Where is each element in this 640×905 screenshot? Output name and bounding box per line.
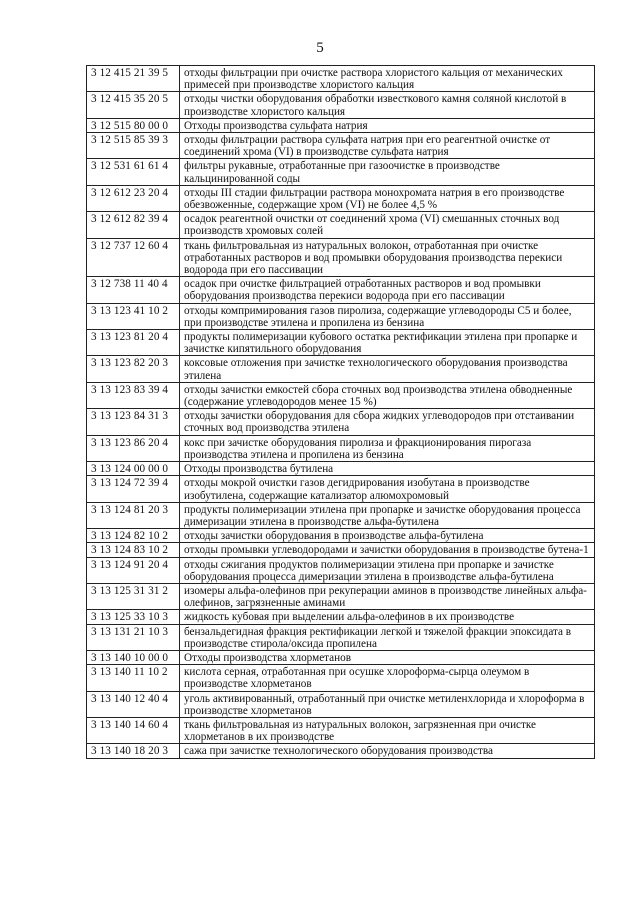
group-header-row: [87, 650, 595, 664]
table-row: [87, 610, 595, 624]
waste-code-cell: 3 12 612 23 20 4: [87, 185, 180, 211]
table-row: [87, 277, 595, 303]
waste-code-cell: 3 12 612 82 39 4: [87, 212, 180, 238]
table-row: [87, 744, 595, 758]
waste-code-cell: 3 13 123 82 20 3: [87, 356, 180, 382]
table-row: [87, 238, 595, 277]
waste-code-cell: 3 13 140 10 00 0: [87, 650, 180, 664]
waste-code-cell: 3 13 123 41 10 2: [87, 303, 180, 329]
table-row: [87, 435, 595, 461]
table-row: [87, 502, 595, 528]
table-row: [87, 543, 595, 557]
waste-code-cell: 3 13 125 33 10 3: [87, 610, 180, 624]
waste-code-cell: 3 13 124 82 10 2: [87, 529, 180, 543]
waste-description-cell: отходы промывки углеводородами и зачистки оборудования в производстве бутена-1: [180, 543, 595, 557]
table-row: [87, 476, 595, 502]
waste-code-cell: 3 13 123 81 20 4: [87, 330, 180, 356]
waste-code-cell: 3 13 124 00 00 0: [87, 462, 180, 476]
table-body: [87, 66, 595, 759]
table-row: [87, 665, 595, 691]
group-title-cell: Отходы производства сульфата натрия: [180, 118, 595, 132]
waste-description-cell: продукты полимеризации этилена при пропарке и зачистке оборудования процесса димеризации этилена в производстве альфа-бутилена: [180, 502, 595, 528]
waste-code-cell: 3 13 124 81 20 3: [87, 502, 180, 528]
waste-codes-table: [86, 65, 595, 759]
table-row: [87, 66, 595, 92]
waste-description-cell: уголь активированный, отработанный при очистке метиленхлорида и хлороформа в производстве хлорметанов: [180, 691, 595, 717]
waste-description-cell: ткань фильтровальная из натуральных волокон, отработанная при очистке отработанных растворов и вод промывки оборудования производства перекиси водорода при его пассивации: [180, 238, 595, 277]
waste-description-cell: отходы зачистки емкостей сбора сточных вод производства этилена обводненные (содержание углеводородов менее 15 %): [180, 382, 595, 408]
page-number: 5: [316, 40, 324, 56]
table-row: [87, 717, 595, 743]
waste-description-cell: отходы зачистки оборудования для сбора жидких углеводородов при отстаивании сточных вод производства этилена: [180, 409, 595, 435]
waste-code-cell: 3 13 140 11 10 2: [87, 665, 180, 691]
waste-description-cell: жидкость кубовая при выделении альфа-олефинов в их производстве: [180, 610, 595, 624]
waste-description-cell: продукты полимеризации кубового остатка ректификации этилена при пропарке и зачистке кипятильного оборудования: [180, 330, 595, 356]
waste-code-cell: 3 13 124 72 39 4: [87, 476, 180, 502]
waste-code-cell: 3 13 124 91 20 4: [87, 557, 180, 583]
waste-code-cell: 3 13 125 31 31 2: [87, 583, 180, 609]
group-header-row: [87, 462, 595, 476]
table-row: [87, 382, 595, 408]
table-row: [87, 185, 595, 211]
waste-description-cell: отходы фильтрации при очистке раствора хлористого кальция от механических примесей при производстве хлористого кальция: [180, 66, 595, 92]
waste-description-cell: сажа при зачистке технологического оборудования производства: [180, 744, 595, 758]
group-title-cell: Отходы производства бутилена: [180, 462, 595, 476]
waste-description-cell: отходы сжигания продуктов полимеризации этилена при пропарке и зачистке оборудования процесса димеризации этилена в производстве альфа-бутилена: [180, 557, 595, 583]
table-row: [87, 303, 595, 329]
waste-description-cell: отходы III стадии фильтрации раствора монохромата натрия в его производстве обезвоженные, содержащие хром (VI) не более 4,5 %: [180, 185, 595, 211]
waste-code-cell: 3 12 531 61 61 4: [87, 159, 180, 185]
waste-description-cell: кислота серная, отработанная при осушке хлороформа-сырца олеумом в производстве хлорметанов: [180, 665, 595, 691]
waste-code-cell: 3 13 123 86 20 4: [87, 435, 180, 461]
waste-code-cell: 3 12 415 35 20 5: [87, 92, 180, 118]
waste-description-cell: коксовые отложения при зачистке технологического оборудования производства этилена: [180, 356, 595, 382]
waste-code-cell: 3 13 123 84 31 3: [87, 409, 180, 435]
waste-description-cell: отходы чистки оборудования обработки известкового камня соляной кислотой в производстве хлористого кальция: [180, 92, 595, 118]
table-row: [87, 691, 595, 717]
waste-description-cell: кокс при зачистке оборудования пиролиза и фракционирования пирогаза производства этилена и пропилена из бензина: [180, 435, 595, 461]
waste-description-cell: изомеры альфа-олефинов при рекуперации аминов в производстве линейных альфа-олефинов, загрязненные аминами: [180, 583, 595, 609]
waste-description-cell: отходы мокрой очистки газов дегидрирования изобутана в производстве изобутилена, содержащие катализатор алюмохромовый: [180, 476, 595, 502]
waste-code-cell: 3 13 140 14 60 4: [87, 717, 180, 743]
table-row: [87, 92, 595, 118]
waste-code-cell: 3 12 415 21 39 5: [87, 66, 180, 92]
waste-description-cell: фильтры рукавные, отработанные при газоочистке в производстве кальцинированной соды: [180, 159, 595, 185]
table-row: [87, 529, 595, 543]
waste-description-cell: бензальдегидная фракция ректификации легкой и тяжелой фракции эпоксидата в производстве стирола/оксида пропилена: [180, 624, 595, 650]
waste-description-cell: осадок при очистке фильтрацией отработанных растворов и вод промывки оборудования производства перекиси водорода при его пассивации: [180, 277, 595, 303]
waste-description-cell: отходы зачистки оборудования в производстве альфа-бутилена: [180, 529, 595, 543]
table-row: [87, 212, 595, 238]
table-row: [87, 583, 595, 609]
waste-description-cell: ткань фильтровальная из натуральных волокон, загрязненная при очистке хлорметанов в их производстве: [180, 717, 595, 743]
waste-code-cell: 3 12 738 11 40 4: [87, 277, 180, 303]
table-row: [87, 356, 595, 382]
waste-description-cell: отходы фильтрации раствора сульфата натрия при его реагентной очистке от соединений хрома (VI) в производстве сульфата натрия: [180, 133, 595, 159]
group-header-row: [87, 118, 595, 132]
waste-code-cell: 3 13 140 18 20 3: [87, 744, 180, 758]
waste-code-cell: 3 12 515 80 00 0: [87, 118, 180, 132]
waste-description-cell: отходы компримирования газов пиролиза, содержащие углеводороды С5 и более, при производстве этилена и пропилена из бензина: [180, 303, 595, 329]
table-row: [87, 624, 595, 650]
table-row: [87, 330, 595, 356]
waste-code-cell: 3 13 124 83 10 2: [87, 543, 180, 557]
waste-code-cell: 3 13 123 83 39 4: [87, 382, 180, 408]
table-row: [87, 133, 595, 159]
waste-description-cell: осадок реагентной очистки от соединений хрома (VI) смешанных сточных вод производств хромовых солей: [180, 212, 595, 238]
waste-code-cell: 3 13 131 21 10 3: [87, 624, 180, 650]
waste-code-cell: 3 13 140 12 40 4: [87, 691, 180, 717]
table-row: [87, 409, 595, 435]
waste-code-cell: 3 12 737 12 60 4: [87, 238, 180, 277]
group-title-cell: Отходы производства хлорметанов: [180, 650, 595, 664]
waste-code-cell: 3 12 515 85 39 3: [87, 133, 180, 159]
table-row: [87, 159, 595, 185]
table-row: [87, 557, 595, 583]
